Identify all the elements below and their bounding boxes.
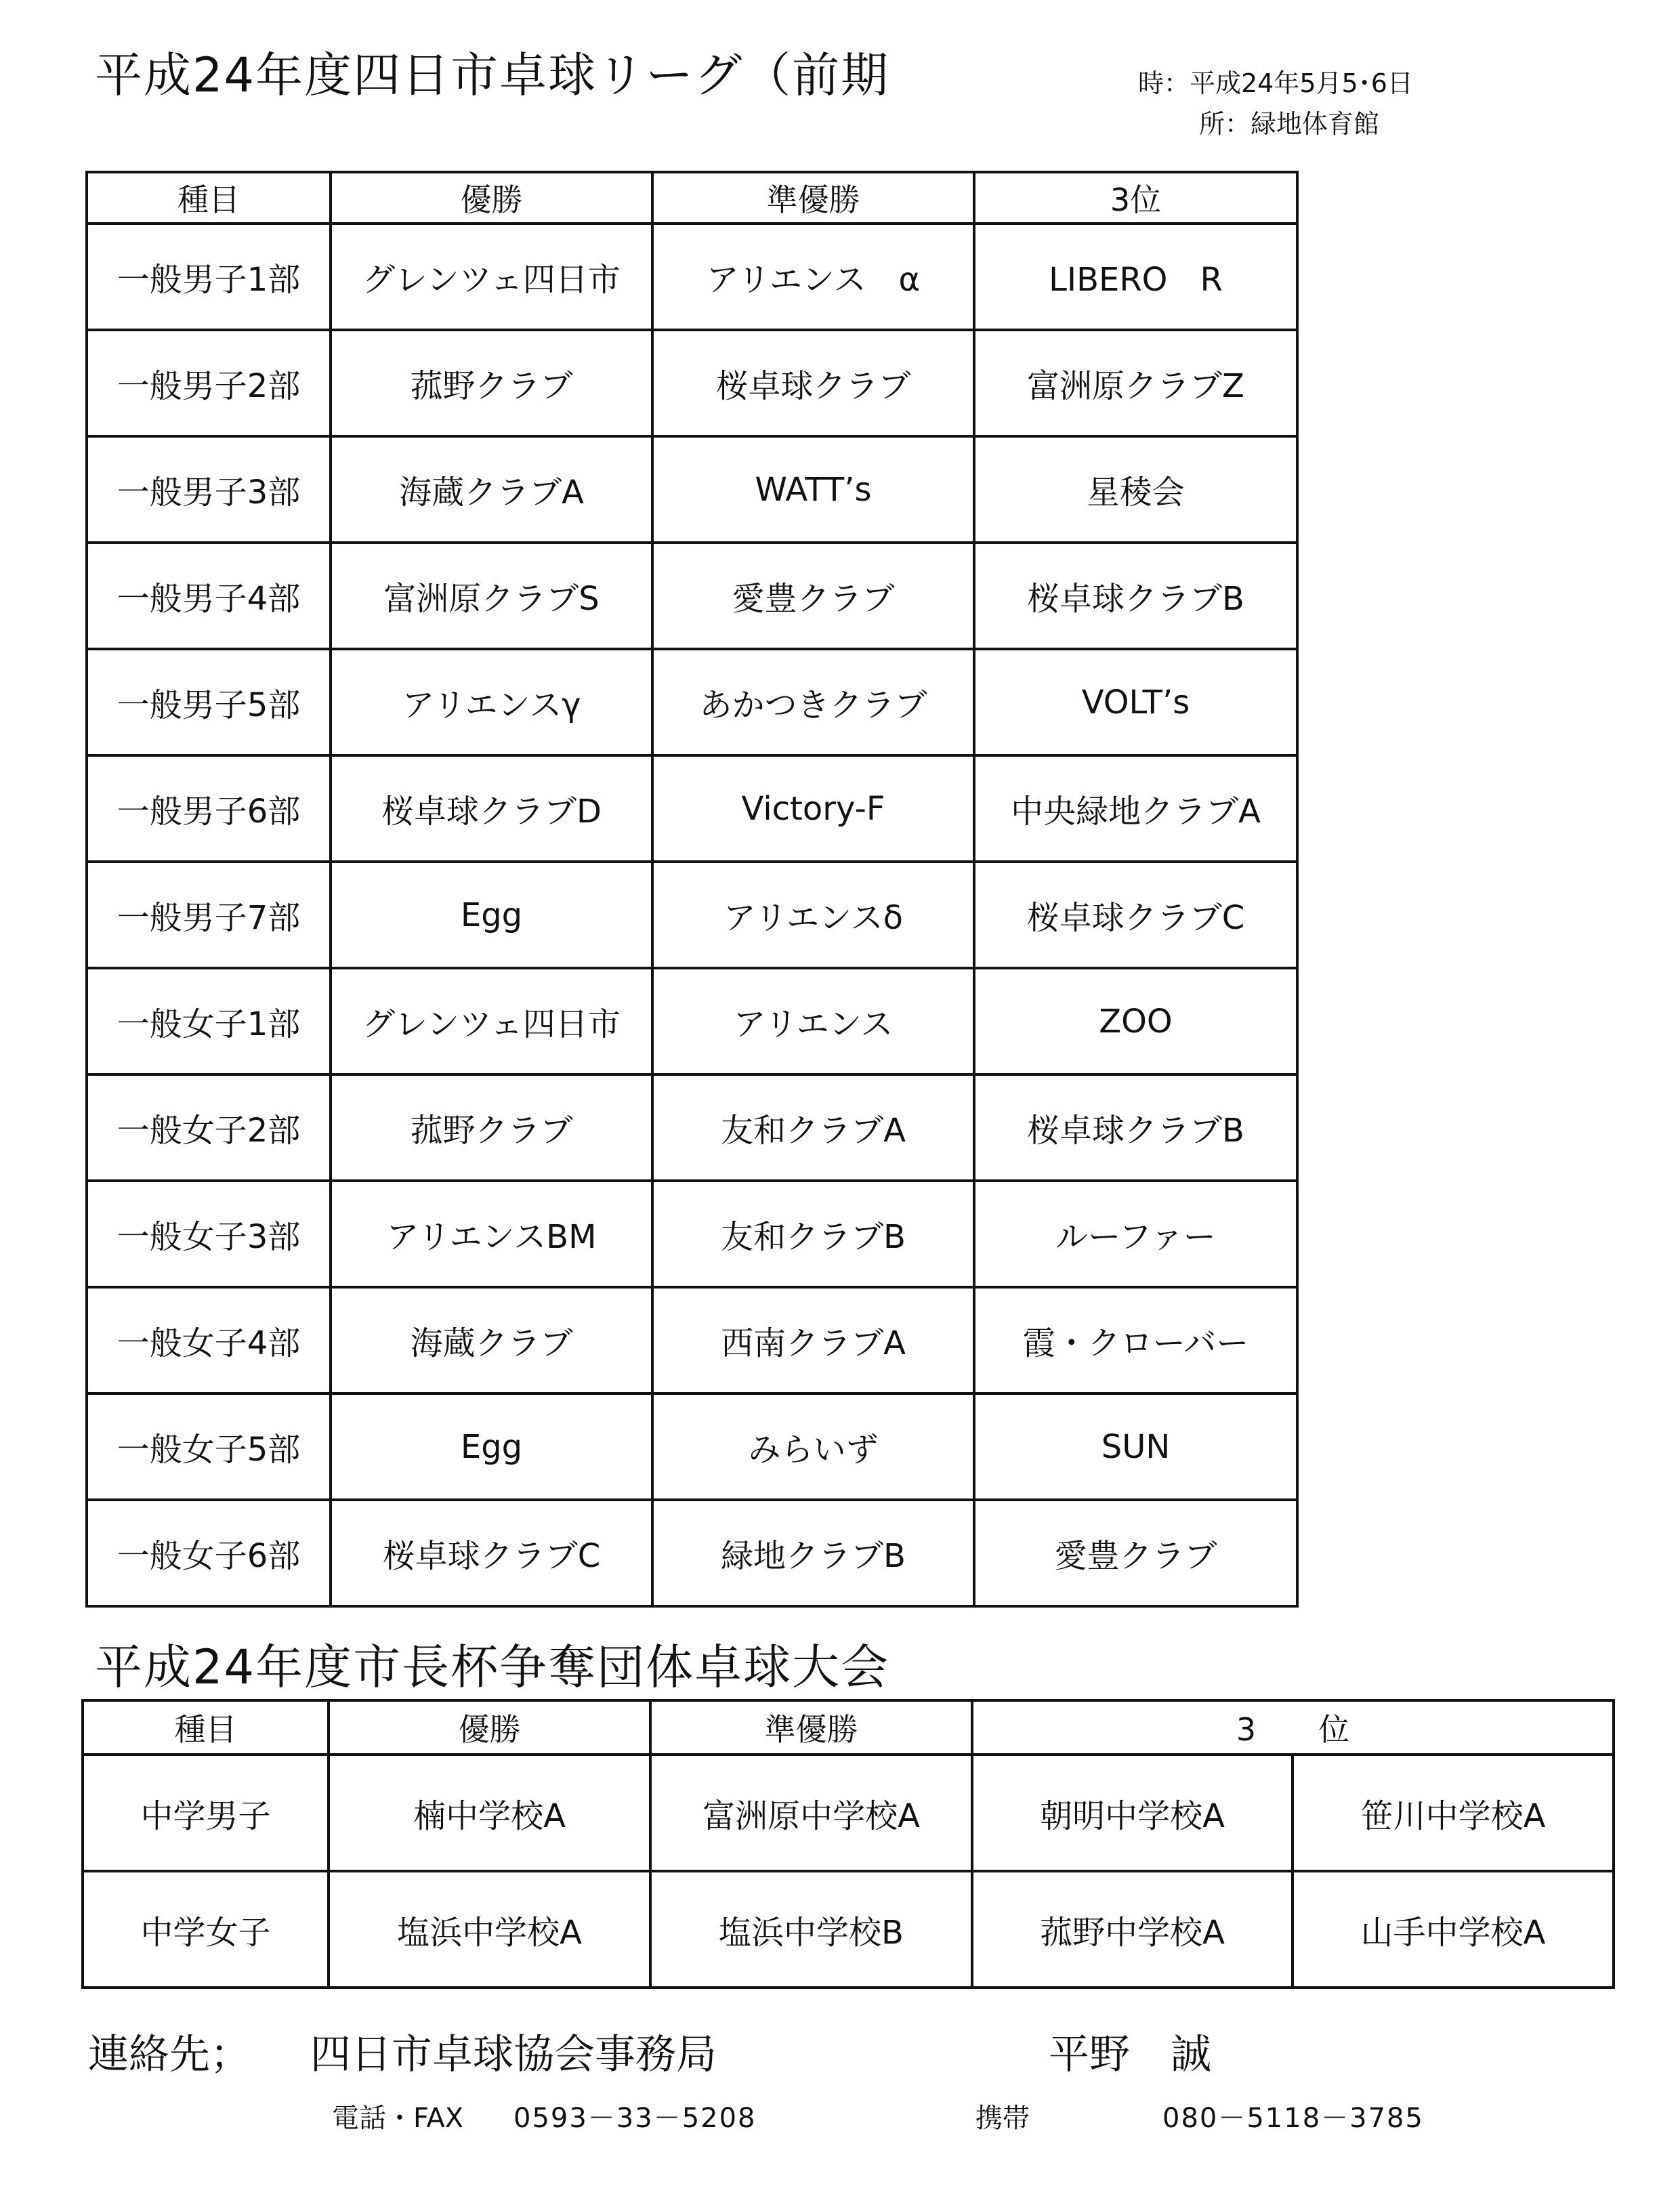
category-cell: 一般女子5部 [87, 1393, 331, 1500]
result-cell: ZOO [974, 968, 1297, 1074]
category-cell: 一般女子6部 [87, 1500, 331, 1606]
result-cell: アリエンス [652, 968, 974, 1074]
table-row [87, 1074, 1297, 1181]
result-cell: アリエンスBM [331, 1181, 652, 1287]
result-cell: 桜卓球クラブD [331, 755, 652, 862]
result-cell: 西南クラブA [652, 1287, 974, 1393]
phone-fax-number: 0593－33－5208 [513, 2103, 757, 2134]
result-cell: 菰野クラブ [331, 1074, 652, 1181]
result-cell: 桜卓球クラブB [974, 543, 1297, 649]
result-cell: 霞・クローバー [974, 1287, 1297, 1393]
result-cell: 塩浜中学校A [329, 1871, 650, 1988]
result-cell: 菰野クラブ [331, 330, 652, 436]
result-cell: グレンツェ四日市 [331, 968, 652, 1074]
column-header: 優勝 [329, 1700, 650, 1755]
category-cell: 一般男子7部 [87, 862, 331, 968]
category-cell: 一般男子5部 [87, 649, 331, 755]
column-header: 優勝 [331, 172, 652, 224]
phone-fax-label: 電話・FAX [332, 2103, 464, 2134]
mobile-number: 080－5118－3785 [1162, 2103, 1424, 2134]
result-cell: 友和クラブA [652, 1074, 974, 1181]
category-cell: 一般男子3部 [87, 436, 331, 543]
table-row [87, 755, 1297, 862]
result-cell: アリエンスγ [331, 649, 652, 755]
result-cell: 緑地クラブB [652, 1500, 974, 1606]
category-cell: 一般女子2部 [87, 1074, 331, 1181]
category-cell: 一般男子2部 [87, 330, 331, 436]
result-cell: 朝明中学校A [972, 1755, 1293, 1871]
result-cell: Victory-F [652, 755, 974, 862]
result-cell: 桜卓球クラブB [974, 1074, 1297, 1181]
contact-organization: 四日市卓球協会事務局 [310, 2031, 717, 2078]
result-cell: 桜卓球クラブC [331, 1500, 652, 1606]
result-cell: ルーファー [974, 1181, 1297, 1287]
category-cell: 一般男子6部 [87, 755, 331, 862]
result-cell: 海蔵クラブA [331, 436, 652, 543]
result-cell: Egg [331, 1393, 652, 1500]
contact-person: 平野 誠 [1049, 2031, 1211, 2078]
table-row [87, 1500, 1297, 1606]
league-title: 平成24年度四日市卓球リーグ（前期 [95, 47, 890, 103]
table-row [87, 649, 1297, 755]
column-header: 3位 [974, 172, 1297, 224]
column-header: 種目 [87, 172, 331, 224]
table-row [83, 1755, 1614, 1871]
result-cell: LIBERO R [974, 224, 1297, 330]
table-row [87, 862, 1297, 968]
result-cell: 富洲原中学校A [650, 1755, 972, 1871]
table-row [87, 1181, 1297, 1287]
event-date: 時：平成24年5月5･6日 [1138, 68, 1413, 98]
table-row [87, 543, 1297, 649]
result-cell: 桜卓球クラブC [974, 862, 1297, 968]
result-cell: 富洲原クラブZ [974, 330, 1297, 436]
result-cell: SUN [974, 1393, 1297, 1500]
result-cell: WATT’s [652, 436, 974, 543]
result-cell: 愛豊クラブ [652, 543, 974, 649]
result-cell: 桜卓球クラブ [652, 330, 974, 436]
table-row [87, 1287, 1297, 1393]
result-cell: 海蔵クラブ [331, 1287, 652, 1393]
column-header: 3 位 [972, 1700, 1614, 1755]
result-cell: 笹川中学校A [1293, 1755, 1614, 1871]
category-cell: 一般男子4部 [87, 543, 331, 649]
table-row [87, 330, 1297, 436]
table-row [87, 1393, 1297, 1500]
column-header: 準優勝 [650, 1700, 972, 1755]
result-cell: あかつきクラブ [652, 649, 974, 755]
result-cell: 楠中学校A [329, 1755, 650, 1871]
table-row [87, 436, 1297, 543]
result-cell: 富洲原クラブS [331, 543, 652, 649]
contact-label: 連絡先； [88, 2031, 251, 2078]
category-cell: 一般女子3部 [87, 1181, 331, 1287]
category-cell: 中学男子 [83, 1755, 329, 1871]
category-cell: 一般女子1部 [87, 968, 331, 1074]
result-cell: 愛豊クラブ [974, 1500, 1297, 1606]
result-cell: VOLT’s [974, 649, 1297, 755]
result-cell: グレンツェ四日市 [331, 224, 652, 330]
result-cell: 塩浜中学校B [650, 1871, 972, 1988]
result-cell: 中央緑地クラブA [974, 755, 1297, 862]
result-cell: Egg [331, 862, 652, 968]
table-row [83, 1871, 1614, 1988]
table-row [87, 968, 1297, 1074]
result-cell: 星稜会 [974, 436, 1297, 543]
result-cell: アリエンスδ [652, 862, 974, 968]
category-cell: 中学女子 [83, 1871, 329, 1988]
league-results-table [85, 171, 1299, 1608]
category-cell: 一般男子1部 [87, 224, 331, 330]
column-header: 種目 [83, 1700, 329, 1755]
result-cell: みらいず [652, 1393, 974, 1500]
result-cell: 友和クラブB [652, 1181, 974, 1287]
cup-title: 平成24年度市長杯争奪団体卓球大会 [95, 1639, 890, 1695]
column-header: 準優勝 [652, 172, 974, 224]
table-header-row [87, 172, 1297, 224]
table-header-row [83, 1700, 1614, 1755]
category-cell: 一般女子4部 [87, 1287, 331, 1393]
cup-results-table [81, 1699, 1615, 1989]
result-cell: アリエンス α [652, 224, 974, 330]
result-cell: 菰野中学校A [972, 1871, 1293, 1988]
result-cell: 山手中学校A [1293, 1871, 1614, 1988]
mobile-label: 携帯 [975, 2103, 1030, 2134]
event-place: 所：緑地体育館 [1199, 109, 1380, 139]
table-row [87, 224, 1297, 330]
